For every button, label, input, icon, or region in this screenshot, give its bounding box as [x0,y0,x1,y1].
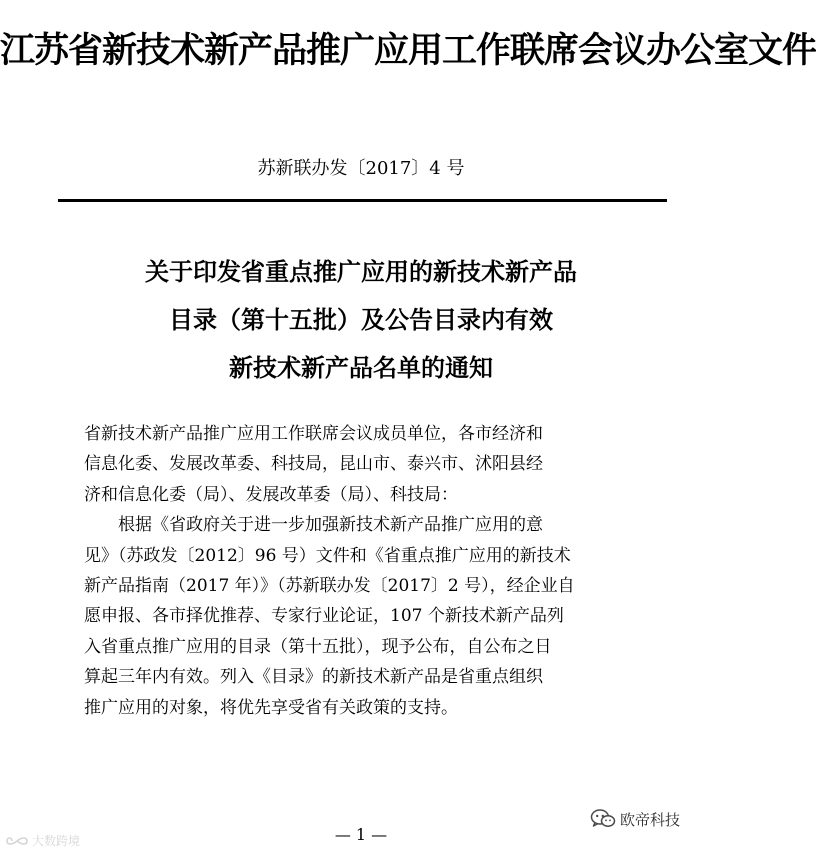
header-divider [58,199,667,202]
body-line: 济和信息化委（局）、发展改革委（局）、科技局： [84,484,458,505]
body-line: 新产品指南（2017 年）》（苏新联办发〔2017〕2 号），经企业自 [84,576,575,597]
body-line: 入省重点推广应用的目录（第十五批），现予公布，自公布之日 [84,636,552,657]
recipients-paragraph [84,419,666,510]
watermark-right [590,808,680,830]
document-number: 苏新联办发〔2017〕4 号 [257,158,465,179]
body-line: 算起三年内有效。列入《目录》的新技术新产品是省重点组织 [84,667,543,688]
body-line: 愿申报、各市择优推荐、专家行业论证，107 个新技术新产品列 [84,606,564,627]
watermark-right-text: 欧帝科技 [620,810,681,829]
body-line: 推广应用的对象，将优先享受省有关政策的支持。 [84,697,458,718]
watermark-left [6,832,80,849]
body-line: 信息化委、发展改革委、科技局，昆山市、泰兴市、沭阳县经 [84,454,543,475]
document-header: 江苏省新技术新产品推广应用工作联席会议办公室文件 [0,31,816,71]
body-line: 根据《省政府关于进一步加强新技术新产品推广应用的意 [84,515,543,536]
body-line: 省新技术新产品推广应用工作联席会议成员单位，各市经济和 [84,424,543,444]
title-line: 关于印发省重点推广应用的新技术新产品 [145,258,577,286]
infinity-logo-icon [6,834,28,848]
title-line: 新技术新产品名单的通知 [229,354,493,382]
page-number: — 1 — [334,825,388,844]
watermark-left-text: 大数跨境 [32,834,81,848]
wechat-icon [590,808,616,830]
main-paragraph [84,510,666,723]
body-line: 见》（苏政发〔2012〕96 号）文件和《省重点推广应用的新技术 [84,545,571,566]
title-line: 目录（第十五批）及公告目录内有效 [169,306,553,334]
document-body [84,419,666,723]
document-title [0,248,722,392]
